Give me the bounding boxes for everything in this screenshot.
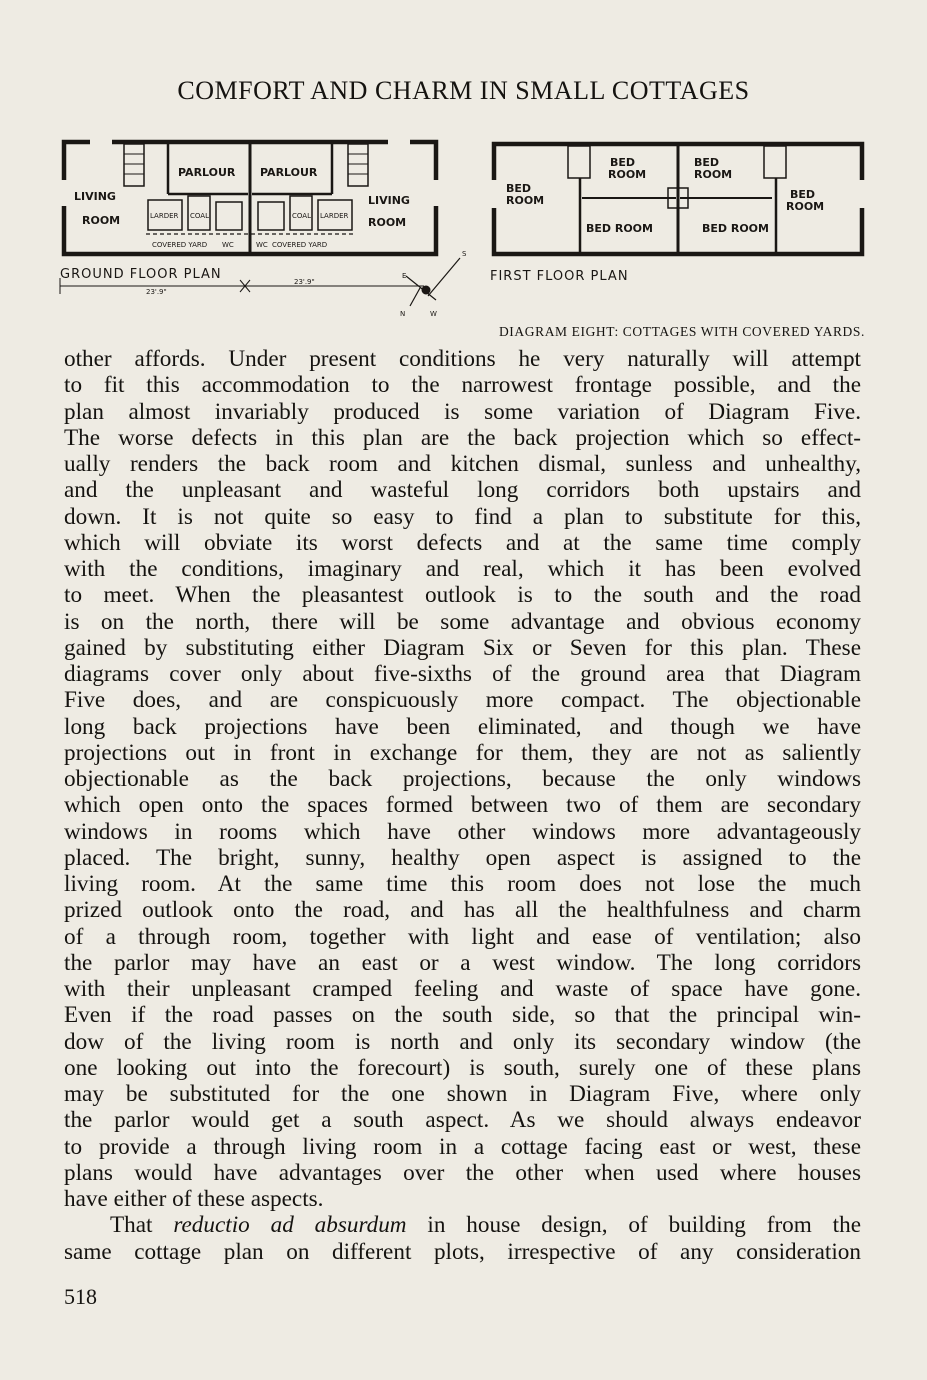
larder-right-label: LARDER bbox=[320, 212, 349, 220]
text-line: and the unpleasant and wasteful long corridors both upstairs and bbox=[64, 477, 861, 504]
body-text bbox=[64, 346, 861, 1265]
text-line: same cottage plan on different plots, irrespective of any consideration bbox=[64, 1238, 861, 1265]
covered-yard-right-label: COVERED YARD bbox=[272, 241, 328, 249]
text-line: with their unpleasant cramped feeling and waste of space have gone. bbox=[64, 976, 861, 1002]
text-line: other affords. Under present conditions he very naturally will attempt bbox=[64, 346, 861, 372]
first-bedroom-mid-right-label: BED ROOM bbox=[702, 222, 769, 235]
running-header: COMFORT AND CHARM IN SMALL COTTAGES bbox=[177, 76, 750, 105]
text-line: of a through room, together with light and ease of ventilation; also bbox=[64, 923, 861, 950]
first-bedroom-top2-label-b: ROOM bbox=[694, 168, 733, 181]
text-line: plan almost invariably produced is some variation of Diagram Five. bbox=[64, 398, 861, 425]
text-line: gained by substituting either Diagram Six or Seven for this plan. These bbox=[64, 634, 861, 661]
ground-plan-dimension-left: 23'.9" bbox=[146, 288, 167, 296]
text-line: is on the north, there will be some advantage and obvious economy bbox=[64, 608, 861, 635]
covered-yard-left-label: COVERED YARD bbox=[152, 241, 208, 249]
compass-west-label: W bbox=[430, 310, 437, 318]
text-line: which open onto the spaces formed between two of them are secondary bbox=[64, 792, 861, 819]
parlour-left-label: PARLOUR bbox=[178, 166, 236, 179]
living-left-label-b: ROOM bbox=[82, 214, 121, 227]
text-line: diagrams cover only about five-sixths of the ground area that Diagram bbox=[64, 661, 861, 687]
compass-south-label: S bbox=[462, 250, 467, 258]
ground-floor-plan-caption: GROUND FLOOR PLAN bbox=[60, 267, 222, 282]
coal-right-label: COAL bbox=[292, 212, 311, 220]
parlour-right-label: PARLOUR bbox=[260, 166, 318, 179]
compass-rose bbox=[406, 258, 460, 306]
text-line: plans would have advantages over the other when used where houses bbox=[64, 1159, 861, 1186]
text-line: windows in rooms which have other windows more advantageously bbox=[64, 818, 861, 845]
text-line: the parlor may have an east or a west window. The long corridors bbox=[64, 949, 861, 976]
first-bedroom-top1-label-a: BED bbox=[610, 156, 636, 169]
text-line: long back projections have been eliminated, and though we have bbox=[64, 713, 861, 740]
text-line: one looking out into the forecourt) is south, surely one of these plans bbox=[64, 1054, 861, 1081]
text-line: to meet. When the pleasantest outlook is to the south and the road bbox=[64, 582, 861, 609]
text-line: may be substituted for the one shown in Diagram Five, where only bbox=[64, 1081, 861, 1107]
text-line: with the conditions, imaginary and real, which it has been evolved bbox=[64, 556, 861, 582]
ground-plan-dimension-right: 23'.9" bbox=[294, 278, 315, 286]
floor-plan-diagram bbox=[50, 128, 880, 318]
text-line: dow of the living room is north and only its secondary window (the bbox=[64, 1028, 861, 1055]
text-line: Even if the road passes on the south side, so that the principal win- bbox=[64, 1002, 861, 1029]
text-line: projections out in front in exchange for them, they are not as saliently bbox=[64, 739, 861, 766]
text-fragment: That bbox=[110, 1212, 174, 1239]
first-floor-plan-caption: FIRST FLOOR PLAN bbox=[490, 269, 629, 284]
living-right-label-b: ROOM bbox=[368, 216, 407, 229]
text-line: ually renders the back room and kitchen dismal, sunless and unhealthy, bbox=[64, 451, 861, 477]
text-line: down. It is not quite so easy to find a plan to substitute for this, bbox=[64, 503, 861, 530]
text-line: placed. The bright, sunny, healthy open aspect is assigned to the bbox=[64, 844, 861, 871]
coal-left-label: COAL bbox=[190, 212, 209, 220]
compass-north-label: N bbox=[400, 310, 406, 318]
paragraph-two-line-1 bbox=[64, 1212, 861, 1238]
text-line: to fit this accommodation to the narrowest frontage possible, and the bbox=[64, 372, 861, 399]
compass-east-label: E bbox=[402, 272, 407, 280]
first-bedroom-top2-label-a: BED bbox=[694, 156, 720, 169]
text-fragment: in house design, of building from the bbox=[406, 1212, 861, 1239]
text-line: the parlor would get a south aspect. As we should always endeavor bbox=[64, 1107, 861, 1134]
text-line: Five does, and are conspicuously more compact. The objectionable bbox=[64, 687, 861, 714]
text-line: to provide a through living room in a cottage facing east or west, these bbox=[64, 1133, 861, 1160]
text-line: The worse defects in this plan are the back projection which so effect- bbox=[64, 424, 861, 451]
diagram-caption: DIAGRAM EIGHT: COTTAGES WITH COVERED YARDS. bbox=[498, 324, 865, 339]
italic-phrase: reductio ad absurdum bbox=[173, 1212, 407, 1239]
text-line: which will obviate its worst defects and at the same time comply bbox=[64, 529, 861, 556]
living-right-label-a: LIVING bbox=[368, 194, 410, 207]
first-bedroom-left-label-b: ROOM bbox=[506, 194, 545, 207]
larder-left-label: LARDER bbox=[150, 212, 179, 220]
text-line: objectionable as the back projections, because the only windows bbox=[64, 766, 861, 792]
wc-left-label: WC bbox=[222, 241, 234, 249]
living-left-label-a: LIVING bbox=[74, 190, 116, 203]
first-bedroom-left-label-a: BED bbox=[506, 182, 532, 195]
text-line: prized outlook onto the road, and has all the healthfulness and charm bbox=[64, 897, 861, 924]
text-line: living room. At the same time this room does not lose the much bbox=[64, 871, 861, 897]
text-line: have either of these aspects. bbox=[64, 1186, 324, 1212]
first-bedroom-right-label-b: ROOM bbox=[786, 200, 825, 213]
first-bedroom-top1-label-b: ROOM bbox=[608, 168, 647, 181]
first-bedroom-mid-left-label: BED ROOM bbox=[586, 222, 653, 235]
first-bedroom-right-label-a: BED bbox=[790, 188, 816, 201]
page-number: 518 bbox=[64, 1284, 97, 1309]
wc-right-label: WC bbox=[256, 241, 268, 249]
